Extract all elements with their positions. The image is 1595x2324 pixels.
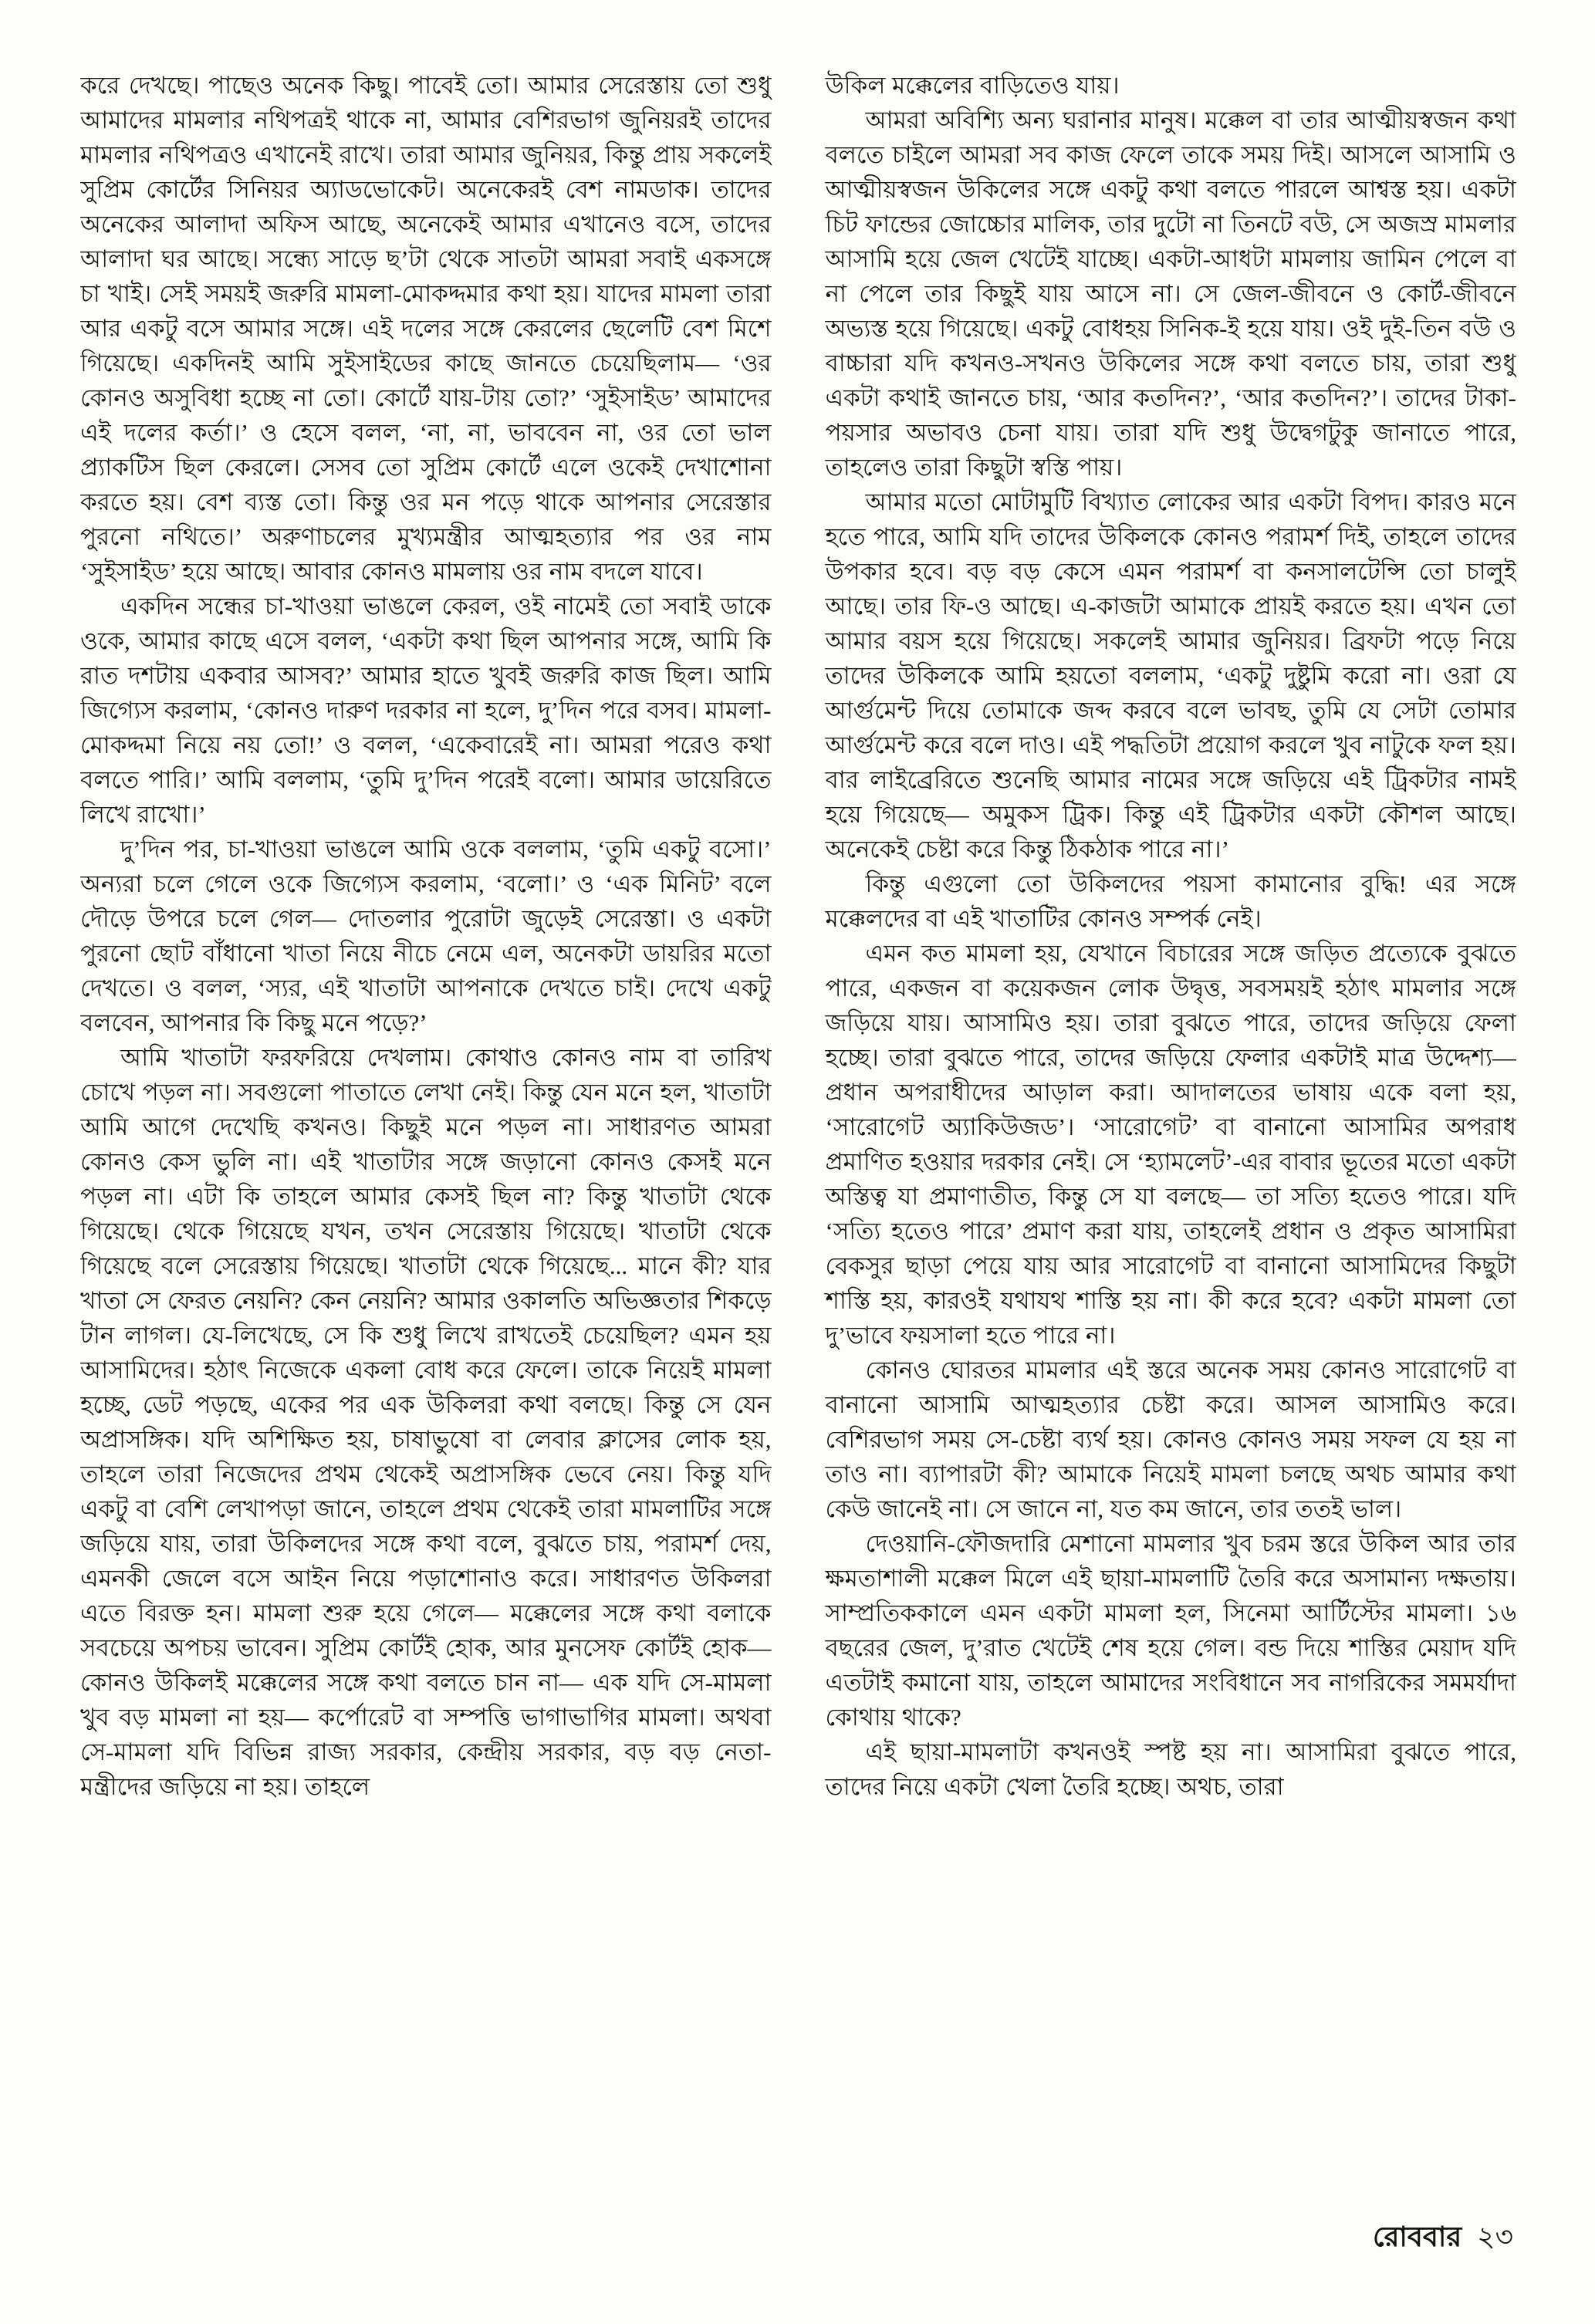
right-column <box>826 68 1517 2197</box>
page-number: ২৩ <box>1477 2221 1513 2252</box>
paragraph: একদিন সন্ধের চা-খাওয়া ভাঙলে কেরল, ওই নামেই তো সবাই ডাকে ওকে, আমার কাছে এসে বলল, ‘একটা কথা ছিল আপনার সঙ্গে, আমি কি রাত দশটায় একবার আসব?’ আমার হাতে খুবই জরুরি কাজ ছিল। আমি জিগ্যেস করলাম, ‘কোনও দারুণ দরকার না হলে, দু’দিন পরে বসব। মামলা-মোকদ্দমা নিয়ে নয় তো!’ ও বলল, ‘একেবারেই না। আমরা পরেও কথা বলতে পারি।’ আমি বললাম, ‘তুমি দু’দিন পরেই বলো। আমার ডায়েরিতে লিখে রাখো।’ <box>80 593 772 828</box>
paragraph: করে দেখছে। পাছেও অনেক কিছু। পাবেই তো। আমার সেরেস্তায় তো শুধু আমাদের মামলার নথিপত্রই থাকে না, আমার বেশিরভাগ জুনিয়রই তাদের মামলার নথিপত্রও এখানেই রাখে। তারা আমার জুনিয়র, কিন্তু প্রায় সকলেই সুপ্রিম কোর্টের সিনিয়র অ্যাডভোকেট। অনেকেরই বেশ নামডাক। তাদের অনেকের আলাদা অফিস আছে, অনেকেই আমার এখানেও বসে, তাদের আলাদা ঘর আছে। সন্ধ্যে সাড়ে ছ’টা থেকে সাতটা আমরা সবাই একসঙ্গে চা খাই। সেই সময়ই জরুরি মামলা-মোকদ্দমার কথা হয়। যাদের মামলা তারা আর একটু বসে আমার সঙ্গে। এই দলের সঙ্গে কেরলের ছেলেটি বেশ মিশে গিয়েছে। একদিনই আমি সুইসাইডের কাছে জানতে চেয়েছিলাম— ‘ওর কোনও অসুবিধা হচ্ছে না তো। কোর্টে যায়-টায় তো?’ ‘সুইসাইড’ আমাদের এই দলের কর্তা।’ ও হেসে বলল, ‘না, না, ভাববেন না, ওর তো ভাল প্র্যাকটিস ছিল কেরলে। সেসব তো সুপ্রিম কোর্টে এলে ওকেই দেখাশোনা করতে হয়। বেশ ব্যস্ত তো। কিন্তু ওর মন পড়ে থাকে আপনার সেরেস্তার পুরনো নথিতে।’ অরুণাচলের মুখ্যমন্ত্রীর আত্মহত্যার পর ওর নাম ‘সুইসাইড’ হয়ে আছে। আবার কোনও মামলায় ওর নাম বদলে যাবে। <box>80 72 772 585</box>
paragraph: এমন কত মামলা হয়, যেখানে বিচারের সঙ্গে জড়িত প্রত্যেকে বুঝতে পারে, একজন বা কয়েকজন লোক উদ্বৃত্ত, সবসময়ই হঠাৎ মামলার সঙ্গে জড়িয়ে যায়। আসামিও হয়। তারা বুঝতে পারে, তাদের জড়িয়ে ফেলা হচ্ছে। তারা বুঝতে পারে, তাদের জড়িয়ে ফেলার একটাই মাত্র উদ্দেশ্য— প্রধান অপরাধীদের আড়াল করা। আদালতের ভাষায় একে বলা হয়, ‘সারোগেট অ্যাকিউজড’। ‘সারোগেট’ বা বানানো আসামির অপরাধ প্রমাণিত হওয়ার দরকার নেই। সে ‘হ্যামলেট’-এর বাবার ভূতের মতো একটা অস্তিত্ব যা প্রমাণাতীত, কিন্তু সে যা বলছে— তা সত্যি হতেও পারে। যদি ‘সত্যি হতেও পারে’ প্রমাণ করা যায়, তাহলেই প্রধান ও প্রকৃত আসামিরা বেকসুর ছাড়া পেয়ে যায় আর সারোগেট বা বানানো আসামিদের কিছুটা শাস্তি হয়, কারওই যথাযথ শাস্তি হয় না। কী করে হবে? একটা মামলা তো দু’ভাবে ফয়সালা হতে পারে না। <box>825 940 1516 1349</box>
magazine-name: রোববার <box>1373 2221 1462 2252</box>
paragraph: উকিল মক্কেলের বাড়িতেও যায়। <box>825 72 1120 99</box>
paragraph: দু’দিন পর, চা-খাওয়া ভাঙলে আমি ওকে বললাম, ‘তুমি একটু বসো।’ অন্যরা চলে গেলে ওকে জিগ্যেস করলাম, ‘বলো।’ ও ‘এক মিনিট’ বলে দৌড়ে উপরে চলে গেল— দোতলার পুরোটা জুড়েই সেরেস্তা। ও একটা পুরনো ছোট বাঁধানো খাতা নিয়ে নীচে নেমে এল, অনেকটা ডায়রির মতো দেখতে। ও বলল, ‘স্যর, এই খাতাটা আপনাকে দেখতে চাই। দেখে একটু বলবেন, আপনার কি কিছু মনে পড়ে?’ <box>80 836 772 1036</box>
page-footer <box>1373 2216 1513 2262</box>
paragraph: কোনও ঘোরতর মামলার এই স্তরে অনেক সময় কোনও সারোগেট বা বানানো আসামি আত্মহত্যার চেষ্টা করে। আসল আসামিও করে। বেশিরভাগ সময় সে-চেষ্টা ব্যর্থ হয়। কোনও কোনও সময় সফল যে হয় না তাও না। ব্যাপারটা কী? আমাকে নিয়েই মামলা চলছে অথচ আমার কথা কেউ জানেই না। সে জানে না, যত কম জানে, তার ততই ভাল। <box>825 1356 1516 1522</box>
left-column <box>80 68 772 2197</box>
paragraph: আমার মতো মোটামুটি বিখ্যাত লোকের আর একটা বিপদ। কারও মনে হতে পারে, আমি যদি তাদের উকিলকে কোনও পরামর্শ দিই, তাহলে তাদের উপকার হবে। বড় বড় কেসে এমন পরামর্শ বা কনসালটেন্সি তো চালুই আছে। তার ফি-ও আছে। এ-কাজটা আমাকে প্রায়ই করতে হয়। এখন তো আমার বয়স হয়ে গিয়েছে। সকলেই আমার জুনিয়র। ব্রিফটা পড়ে নিয়ে তাদের উকিলকে আমি হয়তো বললাম, ‘একটু দুষ্টুমি করো না। ওরা যে আর্গুমেন্ট দিয়ে তোমাকে জব্দ করবে বলে ভাবছ, তুমি যে সেটা তোমার আর্গুমেন্ট করে বলে দাও। এই পদ্ধতিটা প্রয়োগ করলে খুব নাটুকে ফল হয়। বার লাইব্রেরিতে শুনেছি আমার নামের সঙ্গে জড়িয়ে এই ট্রিকটার নামই হয়ে গিয়েছে— অমুকস ট্রিক। কিন্তু এই ট্রিকটার একটা কৌশল আছে। অনেকেই চেষ্টা করে কিন্তু ঠিকঠাক পারে না।’ <box>825 488 1516 863</box>
paragraph: আমি খাতাটা ফরফরিয়ে দেখলাম। কোথাও কোনও নাম বা তারিখ চোখে পড়ল না। সবগুলো পাতাতে লেখা নেই। কিন্তু যেন মনে হল, খাতাটা আমি আগে দেখেছি কখনও। কিছুই মনে পড়ল না। সাধারণত আমরা কোনও কেস ভুলি না। এই খাতাটার সঙ্গে জড়ানো কোনও কেসই মনে পড়ল না। এটা কি তাহলে আমার কেসই ছিল না? কিন্তু খাতাটা থেকে গিয়েছে। থেকে গিয়েছে যখন, তখন সেরেস্তায় গিয়েছে। খাতাটা থেকে গিয়েছে বলে সেরেস্তায় গিয়েছে। খাতাটা থেকে গিয়েছে... মানে কী? যার খাতা সে ফেরত নেয়নি? কেন নেয়নি? আমার ওকালতি অভিজ্ঞতার শিকড়ে টান লাগল। যে-লিখেছে, সে কি শুধু লিখে রাখতেই চেয়েছিল? এমন হয় আসামিদের। হঠাৎ নিজেকে একলা বোধ করে ফেলে। তাকে নিয়েই মামলা হচ্ছে, ডেট পড়ছে, একের পর এক উকিলরা কথা বলছে। কিন্তু সে যেন অপ্রাসঙ্গিক। যদি অশিক্ষিত হয়, চাষাভুষো বা লেবার ক্লাসের লোক হয়, তাহলে তারা নিজেদের প্রথম থেকেই অপ্রাসঙ্গিক ভেবে নেয়। কিন্তু যদি একটু বা বেশি লেখাপড়া জানে, তাহলে প্রথম থেকেই তারা মামলাটির সঙ্গে জড়িয়ে যায়, তারা উকিলদের সঙ্গে কথা বলে, বুঝতে চায়, পরামর্শ দেয়, এমনকী জেলে বসে আইন নিয়ে পড়াশোনাও করে। সাধারণত উকিলরা এতে বিরক্ত হন। মামলা শুরু হয়ে গেলে— মক্কেলের সঙ্গে কথা বলাকে সবচেয়ে অপচয় ভাবেন। সুপ্রিম কোর্টই হোক, আর মুনসেফ কোর্টই হোক— কোনও উকিলই মক্কেলের সঙ্গে কথা বলতে চান না— এক যদি সে-মামলা খুব বড় মামলা না হয়— কর্পোরেট বা সম্পত্তি ভাগাভাগির মামলা। অথবা সে-মামলা যদি বিভিন্ন রাজ্য সরকার, কেন্দ্রীয় সরকার, বড় বড় নেতা-মন্ত্রীদের জড়িয়ে না হয়। তাহলে <box>80 1044 772 1800</box>
paragraph: আমরা অবিশ্যি অন্য ঘরানার মানুষ। মক্কেল বা তার আত্মীয়স্বজন কথা বলতে চাইলে আমরা সব কাজ ফেলে তাকে সময় দিই। আসলে আসামি ও আত্মীয়স্বজন উকিলের সঙ্গে একটু কথা বলতে পারলে আশ্বস্ত হয়। একটা চিট ফান্ডের জোচ্চোর মালিক, তার দুটো না তিনটে বউ, সে অজস্র মামলার আসামি হয়ে জেল খেটেই যাচ্ছে। একটা-আধটা মামলায় জামিন পেলে বা না পেলে তার কিছুই যায় আসে না। সে জেল-জীবনে ও কোর্ট-জীবনে অভ্যস্ত হয়ে গিয়েছে। একটু বোধহয় সিনিক-ই হয়ে যায়। ওই দুই-তিন বউ ও বাচ্চারা যদি কখনও-সখনও উকিলের সঙ্গে কথা বলতে চায়, তারা শুধু একটা কথাই জানতে চায়, ‘আর কতদিন?’, ‘আর কতদিন?’। তাদের টাকা-পয়সার অভাবও চেনা যায়। তারা যদি শুধু উদ্বেগটুকু জানাতে পারে, তাহলেও তারা কিছুটা স্বস্তি পায়। <box>825 106 1516 481</box>
paragraph: দেওয়ানি-ফৌজদারি মেশানো মামলার খুব চরম স্তরে উকিল আর তার ক্ষমতাশালী মক্কেল মিলে এই ছায়া-মামলাটি তৈরি করে অসামান্য দক্ষতায়। সাম্প্রতিককালে এমন একটা মামলা হল, সিনেমা আর্টিস্টের মামলা। ১৬ বছরের জেল, দু’রাত খেটেই শেষ হয়ে গেল। বন্ড দিয়ে শাস্তির মেয়াদ যদি এতটাই কমানো যায়, তাহলে আমাদের সংবিধানে সব নাগরিকের সমমর্যাদা কোথায় থাকে? <box>825 1530 1516 1731</box>
paragraph: কিন্তু এগুলো তো উকিলদের পয়সা কামানোর বুদ্ধি! এর সঙ্গে মক্কেলদের বা এই খাতাটির কোনও সম্পর্ক নেই। <box>825 870 1516 932</box>
article-body <box>80 68 1516 2197</box>
paragraph: এই ছায়া-মামলাটা কখনওই স্পষ্ট হয় না। আসামিরা বুঝতে পারে, তাদের নিয়ে একটা খেলা তৈরি হচ্ছে। অথচ, তারা <box>825 1738 1516 1800</box>
